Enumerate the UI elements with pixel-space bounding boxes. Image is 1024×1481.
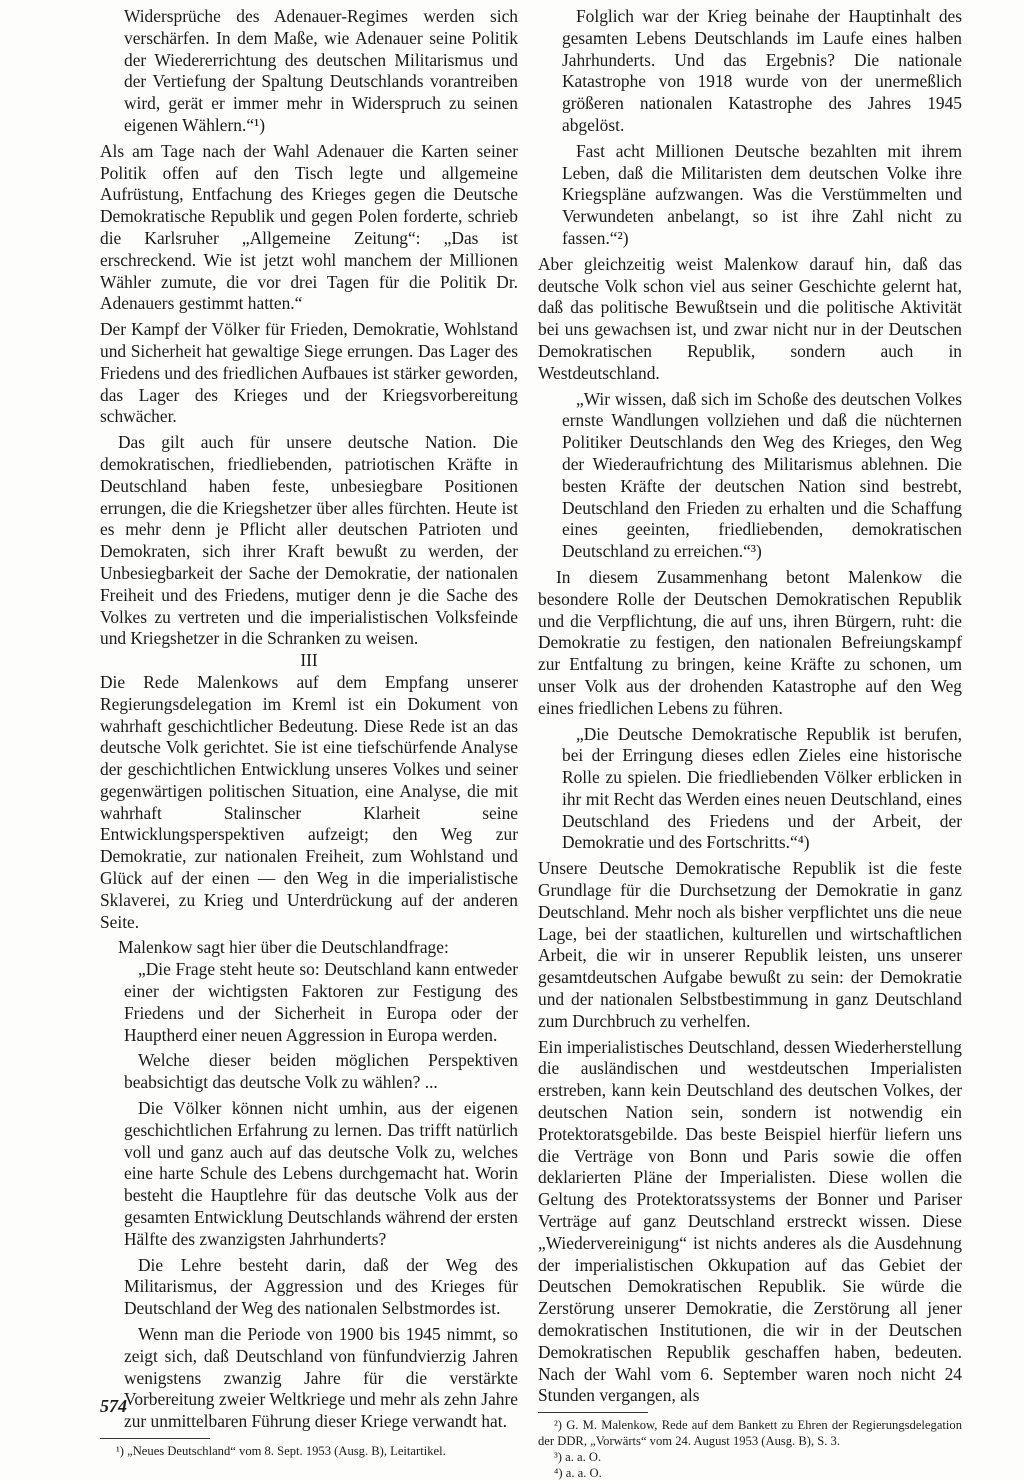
footnote: ²) G. M. Malenkow, Rede auf dem Bankett zu Ehren der Regierungsdelegation der DDR, „Vorwärts“ vom 24. August 1953 (Ausg. B), S. 3. [538,1418,962,1449]
paragraph: Die Völker können nicht umhin, aus der eigenen geschichtlichen Erfahrung zu lernen. Das trifft natürlich voll und ganz auch auf das deutsche Volk zu, welches eine harte Schule des Lebens durchgemacht hat. Worin besteht die Hauptlehre für das deutsche Volk aus der gesamten Entwicklung Deutschlands während der ersten Hälfte des zwanzigsten Jahrhunderts? [124,1098,518,1249]
footnote: ³) a. a. O. [554,1450,602,1465]
left-paragraphs [100,6,518,650]
paragraph: „Die Frage steht heute so: Deutschland kann entweder einer der wichtigsten Faktoren zur Festigung des Friedens und der Sicherheit in Europa oder der Hauptherd einer neuen Aggression in Europa werden. [124,959,518,1045]
paragraph: Das gilt auch für unsere deutsche Nation. Die demokratischen, friedliebenden, patriotischen Kräfte in Deutschland haben feste, unbesiegbare Positionen errungen, die die Kriegshetzer über alles fürchten. Heute ist es mehr denn je Pflicht aller deutschen Patrioten und Demokraten, sich ihrer Kraft bewußt zu werden, der Unbesiegbarkeit der Sache der Demokratie, der nationalen Freiheit und des Friedens, mutiger denn je die Sache des Volkes zu vertreten und die imperialistischen Volksfeinde und Kriegshetzer in die Schranken zu weisen. [100,432,518,649]
paragraph: Widersprüche des Adenauer-Regimes werden sich verschärfen. In dem Maße, wie Adenauer seine Politik der Wiedererrichtung des deutschen Militarismus und der Vertiefung der Spaltung Deutschlands vorantreiben wird, gerät er immer mehr in Widerspruch zu seinen eigenen Wählern.“¹) [124,6,518,135]
left-column [100,6,518,1459]
paragraph: Als am Tage nach der Wahl Adenauer die Karten seiner Politik offen auf den Tisch legte und allgemeine Aufrüstung, Entfachung des Krieges gegen die Deutsche Demokratische Republik und gegen Polen forderte, schrieb die Karlsruher „Allgemeine Zeitung“: „Das ist erschreckend. Wie ist jetzt wohl manchem der Millionen Wähler zumute, die vor drei Tagen für die Politik Dr. Adenauers gestimmt hatten.“ [100,140,518,314]
paragraph: In diesem Zusammenhang betont Malenkow die besondere Rolle der Deutschen Demokratischen Republik und die Verpflichtung, die auf uns, ihren Bürgern, ruht: die Demokratie zu festigen, den nationalen Befreiungskampf zur Entfaltung zu bringen, keine Kräfte zu schonen, um unser Volk aus der drohenden Katastrophe auf den Weg eines friedlichen Lebens zu führen. [538,566,962,718]
right-paragraphs [538,6,962,1407]
paragraph: Unsere Deutsche Demokratische Republik ist die feste Grundlage für die Durchsetzung der Demokratie in ganz Deutschland. Mehr noch als bisher verpflichtet uns die neue Lage, bei der staatlichen, kulturellen und wirtschaftlichen Arbeit, die wir in unserer Republik leisten, uns unserer gesamtdeutschen Aufgabe bewußt zu sein: der Demokratie und der nationalen Selbstbestimmung in ganz Deutschland zum Durchbruch zu verhelfen. [538,858,962,1031]
paragraph: Malenkow sagt hier über die Deutschlandfrage: [118,937,449,958]
right-column [538,6,962,1481]
paragraph: Aber gleichzeitig weist Malenkow darauf hin, daß das deutsche Volk schon viel aus seiner Geschichte gelernt hat, daß das politische Bewußtsein und die politische Aktivität bei uns gewachsen ist, und zwar nicht nur in der Deutschen Demokratischen Republik, sondern auch in Westdeutschland. [538,253,962,383]
footnote-rule [538,1412,648,1413]
paragraph: „Wir wissen, daß sich im Schoße des deutschen Volkes ernste Wandlungen vollziehen und daß die nüchternen Politiker Deutschlands den Weg des Krieges, den Weg der Wiederaufrichtung des Militarismus ablehnen. Die besten Kräfte der deutschen Nation sind bestrebt, Deutschland den Frieden zu erhalten und die Schaffung eines geeinten, friedliebenden, demokratischen Deutschland zu erreichen.“³) [562,388,962,562]
section-heading: III [300,650,318,671]
paragraph: Wenn man die Periode von 1900 bis 1945 nimmt, so zeigt sich, daß Deutschland von fünfundvierzig Jahren wenigstens zwanzig Jahre für die verstärkte Vorbereitung zweier Weltkriege und mehr als zehn Jahre zur unmittelbaren Führung dieser Kriege verwandt hat. [124,1324,518,1432]
paragraph: Die Lehre besteht darin, daß der Weg des Militarismus, der Aggression und des Krieges für Deutschland der Weg des nationalen Selbstmordes ist. [124,1254,518,1319]
footnote: ¹) „Neues Deutschland“ vom 8. Sept. 1953 (Ausg. B), Leitartikel. [116,1444,446,1458]
paragraph: Der Kampf der Völker für Frieden, Demokratie, Wohlstand und Sicherheit hat gewaltige Siege errungen. Das Lager des Friedens und des friedlichen Aufbaues ist stärker geworden, das Lager des Krieges und der Kriegsvorbereitung schwächer. [100,319,518,427]
paragraph: Folglich war der Krieg beinahe der Hauptinhalt des gesamten Lebens Deutschlands im Laufe eines halben Jahrhunderts. Und das Ergebnis? Die nationale Katastrophe von 1918 wurde von der unermeßlich größeren nationalen Katastrophe des Jahres 1945 abgelöst. [562,6,962,135]
paragraph: „Die Deutsche Demokratische Republik ist berufen, bei der Erringung dieses edlen Zieles eine historische Rolle zu spielen. Die friedliebenden Völker erblicken in ihr mit Recht das Werden eines neuen Deutschland, eines Deutschland des Friedens und der Arbeit, der Demokratie und des Fortschritts.“⁴) [562,723,962,853]
footnote: ⁴) a. a. O. [554,1466,602,1481]
left-footnotes [100,1443,518,1459]
footnote-rule [100,1438,210,1439]
paragraph: Ein imperialistisches Deutschland, dessen Wiederherstellung die ausländischen und westdeutschen Imperialisten erstreben, kann kein Deutschland des deutschen Volkes, der deutschen Nation sein, sondern ist notwendig ein Protektoratsgebilde. Das beste Beispiel hierfür liefern uns die Verträge von Bonn und Paris sowie die offen deklarierten Pläne der Imperialisten. Diese wollen die Geltung des Protektoratssystems der Bonner und Pariser Verträge auf ganz Deutschland erstreckt wissen. Diese „Wiedervereinigung“ ist nichts anderes als die Ausdehnung der imperialistischen Okkupation auf das Gebiet der Deutschen Demokratischen Republik. Sie würde die Zerstörung unserer Demokratie, die Zerstörung all jener demokratischen Institutionen, die wir in der Deutschen Demokratischen Republik geschaffen haben, bedeuten. Nach der Wahl vom 6. September waren noch nicht 24 Stunden vergangen, als [538,1036,962,1406]
left-paragraphs-2 [100,672,518,1433]
page-number: 574 [100,1396,127,1416]
right-footnotes [538,1417,962,1481]
paragraph: Fast acht Millionen Deutsche bezahlten mit ihrem Leben, daß die Militaristen dem deutschen Volke ihre Kriegspläne aufzwangen. Was die Verstümmelten und Verwundeten anbelangt, so ist ihre Zahl nicht zu fassen.“²) [562,140,962,248]
paragraph: Welche dieser beiden möglichen Perspektiven beabsichtigt das deutsche Volk zu wählen? ... [124,1050,518,1093]
paragraph: Die Rede Malenkows auf dem Empfang unserer Regierungsdelegation im Kreml ist ein Dokument von wahrhaft geschichtlicher Bedeutung. Diese Rede ist an das deutsche Volk gerichtet. Sie ist eine tiefschürfende Analyse der geschichtlichen Entwicklung unseres Volkes und seiner gegenwärtigen politischen Situation, eine Analyse, die mit wahrhaft Stalinscher Klarheit seine Entwicklungsperspektiven aufzeigt; den Weg zur Demokratie, zur nationalen Freiheit, zum Wohlstand und Glück auf der einen — den Weg in die imperialistische Sklaverei, zu Krieg und Unterdrückung auf der anderen Seite. [100,671,518,932]
